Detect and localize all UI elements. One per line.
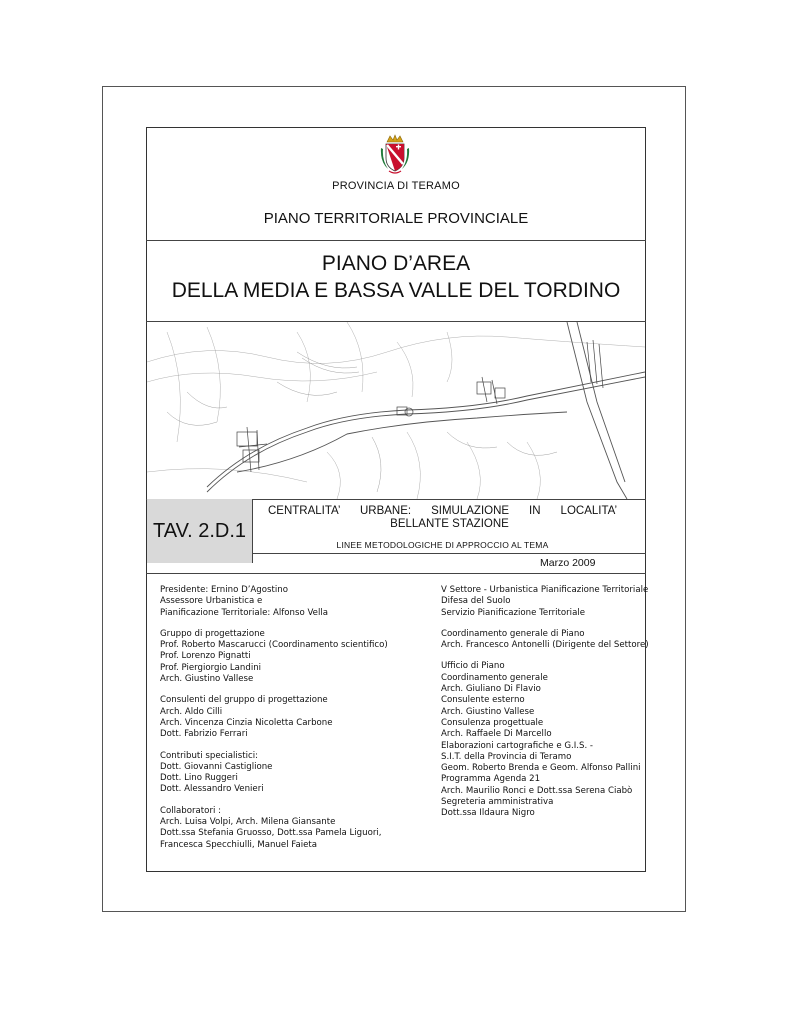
credit-line: Arch. Luisa Volpi, Arch. Milena Giansante [160,817,336,828]
credits-right-column [441,585,649,830]
credit-line: Arch. Francesco Antonelli (Dirigente del Settore) [441,640,649,651]
credit-line: Coordinamento generale [441,672,548,683]
credit-line: Consulente esterno [441,695,525,706]
credit-group [160,629,388,685]
credit-line: Dott.ssa Ildaura Nigro [441,808,535,819]
credit-line: Coordinamento generale di Piano [441,628,585,639]
credit-line: Presidente: Ernino D’Agostino [160,585,288,595]
credit-group [441,629,649,652]
title-line-2: DELLA MEDIA E BASSA VALLE DEL TORDINO [171,279,621,302]
title-line-1: PIANO D’AREA [321,252,471,275]
credit-line: Servizio Pianificazione Territoriale [441,607,586,618]
divider-header [146,240,646,241]
divider-credits [146,573,646,574]
credit-line: V Settore - Urbanistica Pianificazione Territoriale [441,585,649,595]
credit-line: Arch. Giustino Vallese [160,674,254,685]
credit-line: Francesca Specchiulli, Manuel Faieta [160,839,318,850]
credit-group [441,661,649,819]
credit-line: Elaborazioni cartografiche e G.I.S. - [441,740,594,751]
credit-group [160,695,388,740]
coat-of-arms-icon [378,134,412,176]
credit-line: Dott. Giovanni Castiglione [160,761,273,772]
map-sketch-image [147,322,645,499]
credit-group [160,806,388,851]
credit-line: Difesa del Suolo [441,596,511,607]
sheet-methodology: LINEE METODOLOGICHE DI APPROCCIO AL TEMA [336,540,549,550]
credit-line: Pianificazione Territoriale: Alfonso Vella [160,607,329,618]
credit-line: Consulenti del gruppo di progettazione [160,695,328,706]
page-title [146,250,646,304]
sheet-date: Marzo 2009 [540,557,596,569]
credit-line: Dott. Lino Ruggeri [160,773,238,784]
credit-line: Programma Agenda 21 [441,774,541,785]
plan-type: PIANO TERRITORIALE PROVINCIALE [263,210,529,227]
credit-line: Prof. Lorenzo Pignatti [160,651,251,662]
credit-line: Arch. Maurilio Ronci e Dott.ssa Serena Ciabò [441,785,633,796]
sheet-subject-line-2: BELLANTE STAZIONE [390,518,509,530]
credit-line: Geom. Roberto Brenda e Geom. Alfonso Pallini [441,763,641,774]
divider-subject [253,553,646,554]
credit-line: Arch. Raffaele Di Marcello [441,729,552,740]
sheet-subject-line-1: CENTRALITA’ URBANE: SIMULAZIONE IN LOCALITA’ [268,505,617,517]
credit-line: S.I.T. della Provincia di Teramo [441,751,572,762]
credit-line: Arch. Vincenza Cinzia Nicoletta Carbone [160,717,333,728]
sheet-code: TAV. 2.D.1 [147,499,253,563]
credit-line: Gruppo di progettazione [160,628,265,639]
credit-line: Arch. Giuliano Di Flavio [441,684,541,695]
credit-line: Arch. Aldo Cilli [160,706,223,717]
credit-line: Assessore Urbanistica e [160,596,263,607]
credits-left-column [160,585,388,861]
credit-line: Prof. Piergiorgio Landini [160,662,262,673]
credit-line: Collaboratori : [160,805,221,816]
credit-line: Arch. Giustino Vallese [441,706,535,717]
credit-line: Consulenza progettuale [441,717,544,728]
credit-line: Dott. Alessandro Venieri [160,784,264,795]
province-name: PROVINCIA DI TERAMO [332,180,460,192]
credit-line: Ufficio di Piano [441,661,505,672]
credit-line: Prof. Roberto Mascarucci (Coordinamento scientifico) [160,640,388,651]
credit-line: Contributi specialistici: [160,750,259,761]
credit-group [441,585,649,619]
credit-line: Segreteria amministrativa [441,797,554,808]
credit-line: Dott.ssa Stefania Gruosso, Dott.ssa Pamela Liguori, [160,828,382,839]
credit-group [160,585,388,619]
credit-group [160,751,388,796]
credit-line: Dott. Fabrizio Ferrari [160,729,248,740]
